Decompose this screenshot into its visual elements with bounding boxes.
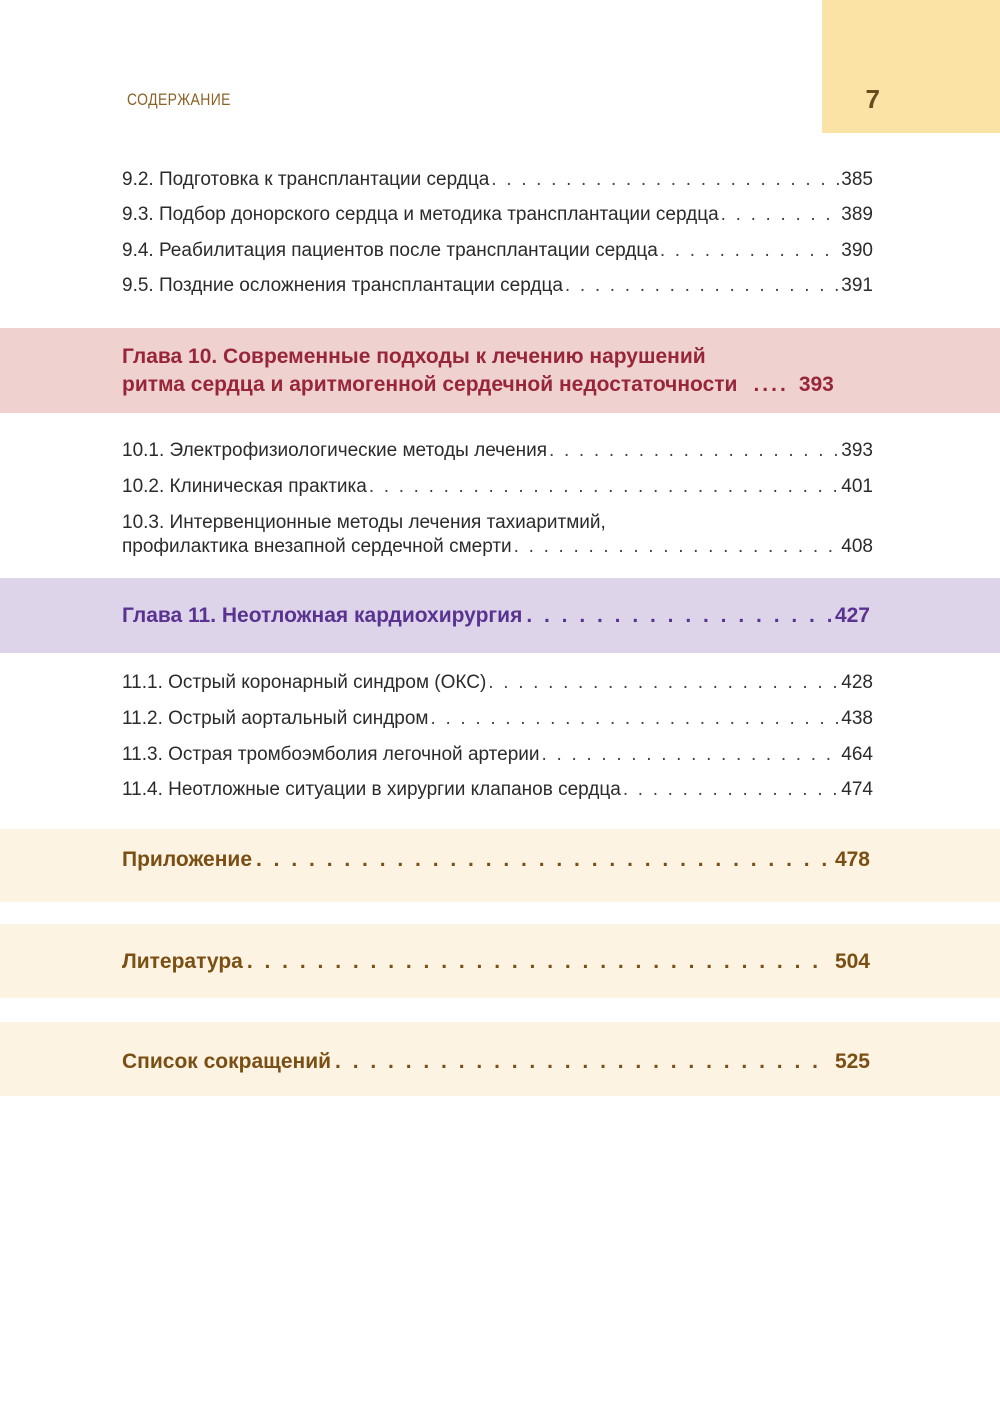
chapter-11-title: Глава 11. Неотложная кардиохирургия — [122, 604, 523, 627]
toc-entry-title: 11.3. Острая тромбоэмболия легочной артерии — [122, 744, 540, 765]
dot-leader: .... — [753, 373, 789, 396]
abbreviations-title: Список сокращений — [122, 1050, 332, 1073]
dot-leader — [549, 439, 839, 463]
running-head: СОДЕРЖАНИЕ — [127, 90, 231, 109]
literature-heading[interactable] — [122, 948, 870, 976]
appendix-page: 478 — [834, 848, 870, 871]
toc-entry-title-continued: профилактика внезапной сердечной смерти — [122, 536, 512, 557]
chapter-10-title-line1: Глава 10. Современные подходы к лечению нарушений — [122, 345, 706, 368]
toc-entry[interactable] — [122, 439, 873, 463]
toc-entry-title: 9.3. Подбор донорского сердца и методика трансплантации сердца — [122, 204, 719, 225]
toc-entry-title: 9.2. Подготовка к трансплантации сердца — [122, 169, 490, 190]
appendix-title: Приложение — [122, 848, 253, 871]
toc-entry-page: 393 — [841, 440, 873, 461]
literature-page: 504 — [834, 950, 870, 973]
dot-leader — [488, 671, 839, 695]
toc-entry[interactable] — [122, 778, 873, 802]
dot-leader — [660, 239, 839, 263]
toc-entry-page: 428 — [841, 672, 873, 693]
toc-entry-page: 390 — [841, 240, 873, 261]
chapter-10-heading[interactable] — [122, 343, 870, 399]
toc-entry-page: 408 — [841, 536, 873, 557]
toc-entry[interactable] — [122, 707, 873, 731]
toc-entry-title: 9.4. Реабилитация пациентов после трансплантации сердца — [122, 240, 658, 261]
literature-title: Литература — [122, 950, 243, 973]
dot-leader — [491, 168, 839, 192]
toc-entry-page: 401 — [841, 476, 873, 497]
toc-entry-page: 391 — [841, 275, 873, 296]
dot-leader — [335, 1048, 831, 1076]
toc-entry-page: 438 — [841, 708, 873, 729]
toc-entry-page: 474 — [841, 779, 873, 800]
dot-leader — [514, 535, 840, 559]
dot-leader — [526, 602, 831, 630]
dot-leader — [247, 948, 831, 976]
toc-entry[interactable] — [122, 239, 873, 263]
toc-entry-page: 464 — [841, 744, 873, 765]
dot-leader — [623, 778, 839, 802]
dot-leader — [721, 203, 840, 227]
dot-leader — [542, 743, 840, 767]
chapter-10-title-line2: ритма сердца и аритмогенной сердечной недостаточности — [122, 373, 738, 396]
abbreviations-heading[interactable] — [122, 1048, 870, 1076]
chapter-11-page: 427 — [834, 604, 870, 627]
toc-entry-page: 389 — [841, 204, 873, 225]
toc-entry[interactable] — [122, 274, 873, 298]
appendix-heading[interactable] — [122, 846, 870, 874]
toc-entry-title: 11.2. Острый аортальный синдром — [122, 708, 429, 729]
dot-leader — [565, 274, 839, 298]
toc-entry-title: 10.3. Интервенционные методы лечения тахиаритмий, — [122, 512, 606, 533]
page-corner-tab — [822, 0, 1000, 133]
toc-entry-title: 10.1. Электрофизиологические методы лечения — [122, 440, 547, 461]
chapter-11-heading[interactable] — [122, 602, 870, 630]
page-number: 7 — [865, 84, 880, 114]
toc-entry-title: 11.1. Острый коронарный синдром (ОКС) — [122, 672, 487, 693]
dot-leader — [369, 475, 839, 499]
toc-entry[interactable] — [122, 203, 873, 227]
toc-entry[interactable] — [122, 168, 873, 192]
chapter-10-page: 393 — [798, 373, 834, 396]
toc-entry-title: 9.5. Поздние осложнения трансплантации сердца — [122, 275, 563, 296]
dot-leader — [430, 707, 839, 731]
toc-entry[interactable] — [122, 475, 873, 499]
toc-entry[interactable] — [122, 671, 873, 695]
toc-entry-title: 11.4. Неотложные ситуации в хирургии клапанов сердца — [122, 779, 621, 800]
toc-entry-title: 10.2. Клиническая практика — [122, 476, 367, 497]
toc-entry[interactable] — [122, 535, 873, 559]
abbreviations-page: 525 — [834, 1050, 870, 1073]
dot-leader — [256, 846, 831, 874]
toc-entry[interactable] — [122, 743, 873, 767]
toc-entry-page: 385 — [841, 169, 873, 190]
toc-entry-first-line[interactable] — [122, 511, 873, 535]
